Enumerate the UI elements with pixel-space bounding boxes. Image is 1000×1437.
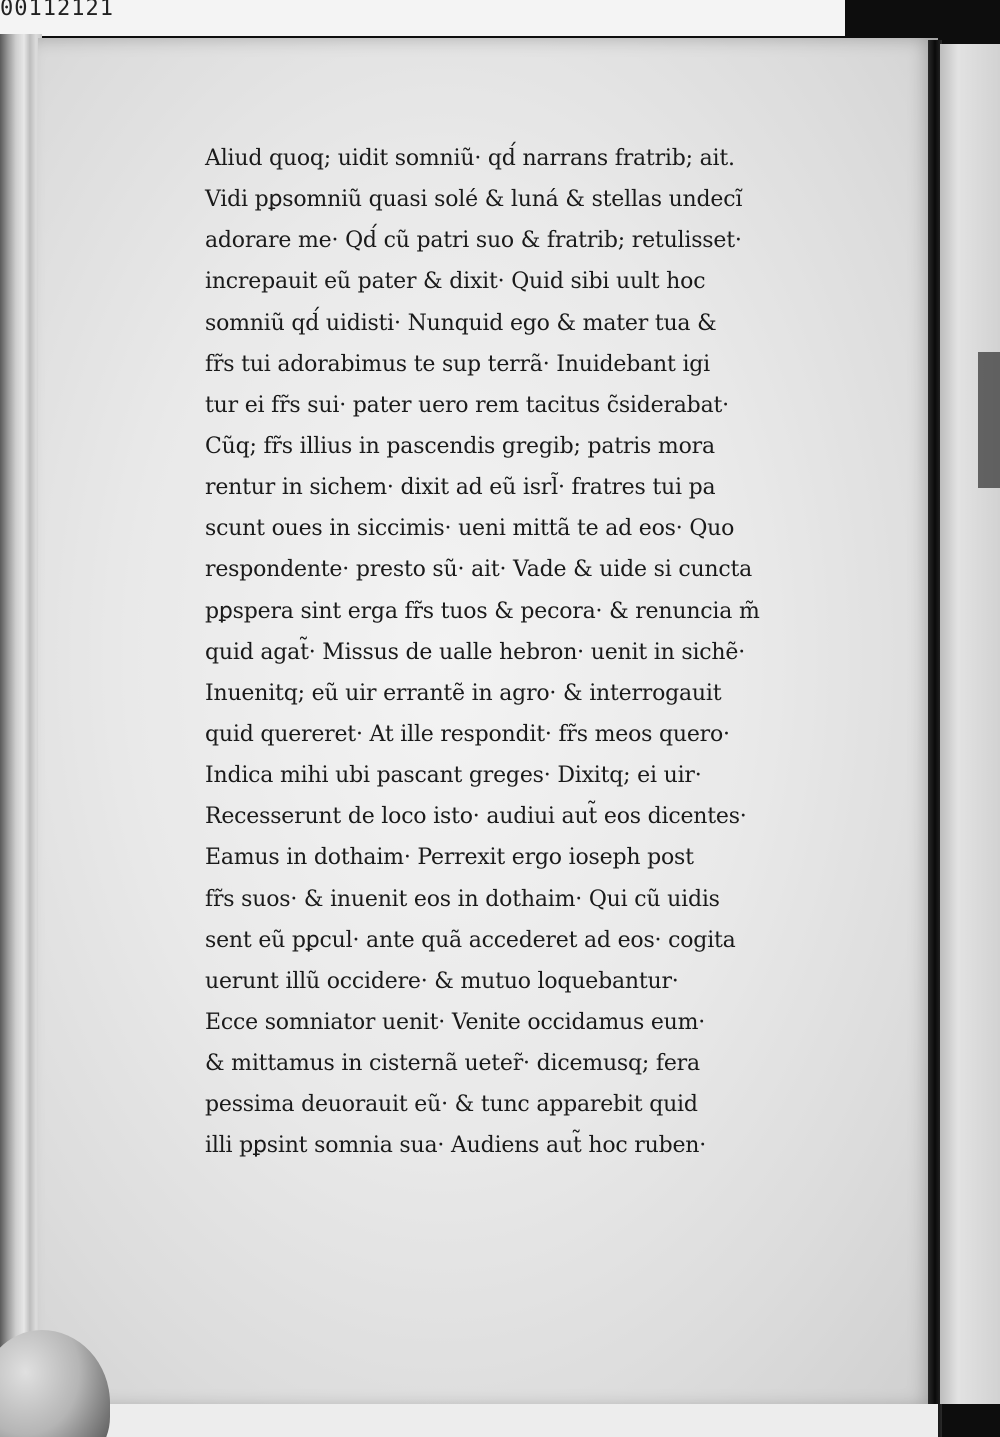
text-line: quid quereret· At ille respondit· fr̃s meos quero·	[205, 721, 730, 747]
text-line: sent eũ pꝑcul· ante quã accederet ad eos· cogita	[205, 927, 736, 953]
text-line: rentur in sichem· dixit ad eũ isrl̃· fratres tui pa	[205, 475, 716, 501]
text-line: Cũq; fr̃s illius in pascendis gregib; patris mora	[205, 433, 715, 459]
text-line: quid agat̃· Missus de ualle hebron· uenit in sichẽ·	[205, 639, 746, 665]
text-line: Ecce somniator uenit· Venite occidamus eum·	[205, 1009, 706, 1035]
text-line: uerunt illũ occidere· & mutuo loquebantur·	[205, 968, 679, 994]
text-line: pꝑspera sint erga fr̃s tuos & pecora· & renuncia m̃	[205, 598, 760, 624]
text-line: somniũ qd́ uidisti· Nunquid ego & mater tua &	[205, 310, 717, 336]
manuscript-text-block	[205, 138, 885, 1167]
text-line: respondente· presto sũ· ait· Vade & uide si cuncta	[205, 557, 753, 583]
text-line: illi pꝑsint somnia sua· Audiens aut̃ hoc ruben·	[205, 1133, 707, 1159]
text-line: fr̃s tui adorabimus te sup terrã· Inuidebant igi	[205, 351, 711, 377]
facing-page-edge	[940, 44, 1000, 1404]
text-line: Eamus in dothaim· Perrexit ergo ioseph post	[205, 845, 694, 871]
text-line: Recesserunt de loco isto· audiui aut̃ eos dicentes·	[205, 804, 747, 830]
book-edge-left	[0, 34, 42, 1437]
text-line: fr̃s suos· & inuenit eos in dothaim· Qui cũ uidis	[205, 886, 720, 912]
text-line: Inuenitq; eũ uir errantẽ in agro· & interrogauit	[205, 680, 722, 706]
text-line: adorare me· Qd́ cũ patri suo & fratrib; retulisset·	[205, 228, 742, 254]
text-line: pessima deuorauit eũ· & tunc apparebit quid	[205, 1092, 698, 1118]
text-line: Indica mihi ubi pascant greges· Dixitq; ei uir·	[205, 763, 702, 789]
text-line: scunt oues in siccimis· ueni mittã te ad eos· Quo	[205, 516, 735, 542]
text-line: increpauit eũ pater & dixit· Quid sibi uult hoc	[205, 269, 706, 295]
facing-page-initial-letter	[978, 352, 1000, 488]
bottom-margin-strip	[38, 1404, 938, 1437]
text-line: Aliud quoq; uidit somniũ· qd́ narrans fratrib; ait.	[205, 146, 735, 171]
shelfmark-number: 00112121	[0, 0, 114, 21]
text-line: & mittamus in cisternã ueter̃· dicemusq; fera	[205, 1051, 700, 1077]
text-line: tur ei fr̃s sui· pater uero rem tacitus c̃siderabat·	[205, 392, 729, 418]
text-line: Vidi pꝑsomniũ quasi solé & luná & stellas undecĩ	[205, 187, 743, 213]
top-margin-strip	[0, 0, 845, 36]
